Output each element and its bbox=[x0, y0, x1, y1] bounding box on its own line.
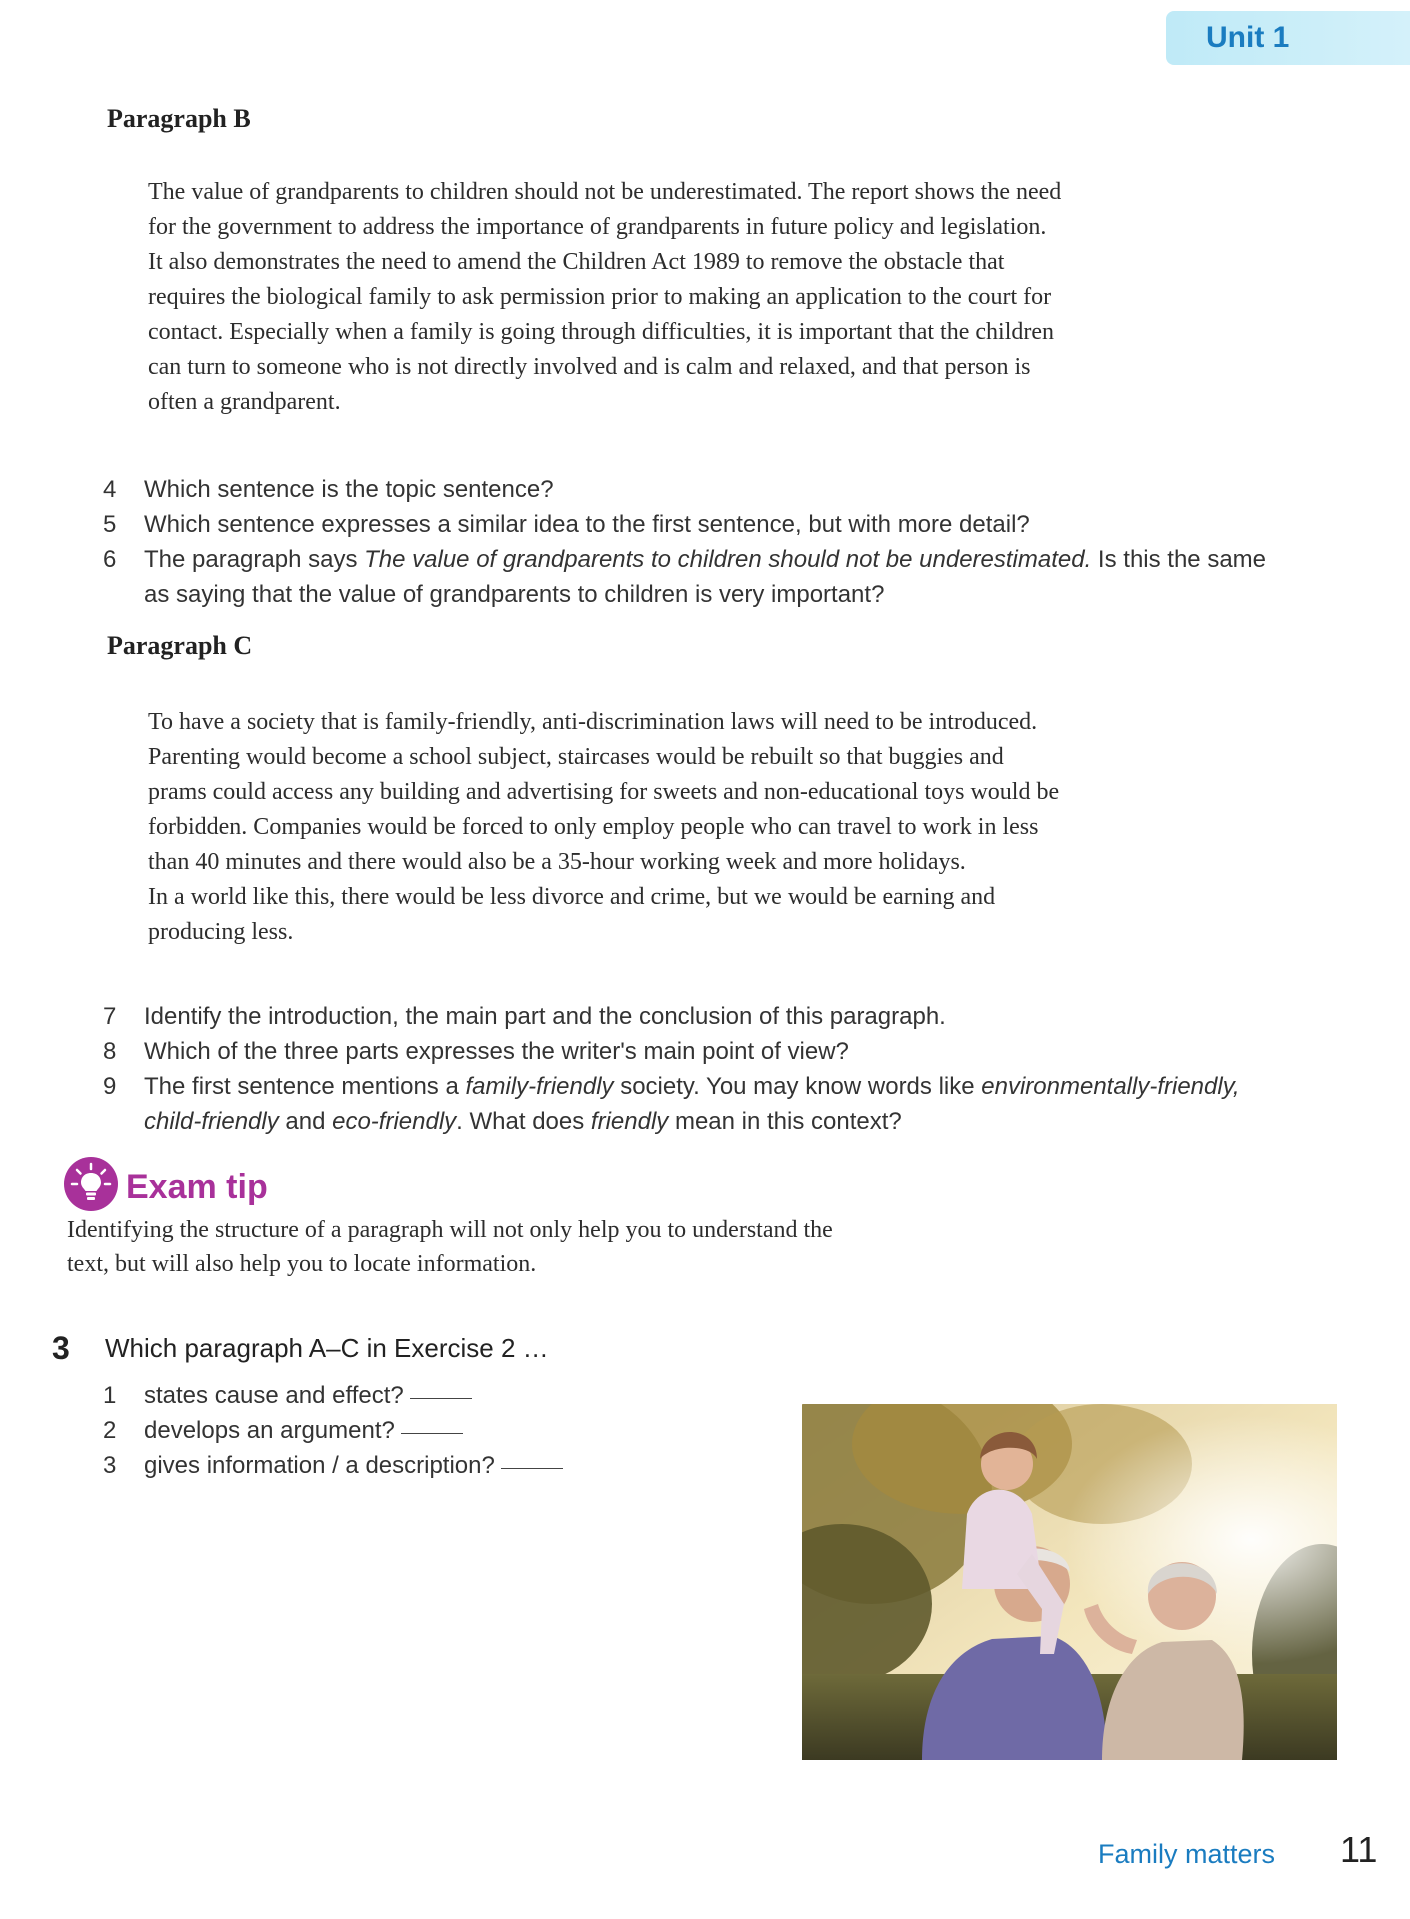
item-text: states cause and effect? bbox=[144, 1382, 404, 1409]
question-number: 7 bbox=[103, 1003, 117, 1030]
item-number: 2 bbox=[103, 1417, 117, 1444]
question-term: friendly bbox=[590, 1108, 669, 1135]
lightbulb-icon bbox=[64, 1157, 118, 1211]
paragraph-c-line: producing less. bbox=[148, 919, 294, 945]
item-text: gives information / a description? bbox=[144, 1452, 495, 1479]
exercise-number: 3 bbox=[52, 1330, 70, 1366]
question-term: child-friendly bbox=[144, 1108, 279, 1135]
paragraph-b-line: contact. Especially when a family is going through difficulties, it is important that the children bbox=[148, 319, 1055, 345]
question-text: and bbox=[278, 1108, 333, 1135]
question-text: as saying that the value of grandparents to children is very important? bbox=[144, 581, 885, 608]
question-4 bbox=[103, 472, 1343, 507]
paragraph-b-line: requires the biological family to ask permission prior to making an application to the court for bbox=[148, 284, 1052, 310]
answer-blank[interactable] bbox=[501, 1467, 563, 1469]
paragraph-b-line: for the government to address the importance of grandparents in future policy and legislation. bbox=[148, 214, 1047, 240]
question-5 bbox=[103, 507, 1343, 542]
lightbulb-icon-graphic bbox=[64, 1157, 118, 1211]
unit-tab bbox=[1166, 11, 1410, 65]
question-text: Is this the same bbox=[1091, 546, 1267, 573]
question-number: 8 bbox=[103, 1038, 117, 1065]
footer-title: Family matters bbox=[1098, 1839, 1276, 1869]
question-7 bbox=[103, 999, 1343, 1034]
paragraph-c-line: prams could access any building and advertising for sweets and non-educational toys would be bbox=[148, 779, 1060, 805]
paragraph-c-heading: Paragraph C bbox=[107, 631, 253, 660]
paragraph-c-line: In a world like this, there would be less divorce and crime, but we would be earning and bbox=[148, 884, 996, 910]
paragraph-b-text bbox=[148, 175, 1258, 420]
question-number: 5 bbox=[103, 511, 117, 538]
question-9 bbox=[103, 1069, 1343, 1139]
exam-tip-line: Identifying the structure of a paragraph will not only help you to understand the bbox=[67, 1217, 833, 1243]
item-text: develops an argument? bbox=[144, 1417, 395, 1444]
questions-paragraph-c bbox=[103, 999, 1343, 1139]
item-number: 3 bbox=[103, 1452, 117, 1479]
grandparents-photo bbox=[802, 1404, 1337, 1760]
answer-blank[interactable] bbox=[401, 1432, 463, 1434]
question-quote: The value of grandparents to children should not be underestimated. bbox=[364, 546, 1092, 573]
question-term: environmentally-friendly, bbox=[981, 1073, 1240, 1100]
photo-illustration bbox=[802, 1404, 1337, 1760]
paragraph-c-line: forbidden. Companies would be forced to only employ people who can travel to work in less bbox=[148, 814, 1039, 840]
question-text: Which sentence expresses a similar idea to the first sentence, but with more detail? bbox=[144, 511, 1030, 538]
page-number: 11 bbox=[1340, 1829, 1378, 1870]
exam-tip-title: Exam tip bbox=[126, 1168, 268, 1206]
question-6 bbox=[103, 542, 1343, 612]
question-text: Which sentence is the topic sentence? bbox=[144, 476, 554, 503]
paragraph-b-line: often a grandparent. bbox=[148, 389, 341, 415]
paragraph-c-line: Parenting would become a school subject, staircases would be rebuilt so that buggies and bbox=[148, 744, 1004, 770]
exercise-title: Which paragraph A–C in Exercise 2 … bbox=[105, 1333, 549, 1363]
question-number: 9 bbox=[103, 1073, 117, 1100]
paragraph-b-heading: Paragraph B bbox=[107, 104, 251, 133]
question-8 bbox=[103, 1034, 1343, 1069]
question-text: Which of the three parts expresses the writer's main point of view? bbox=[144, 1038, 849, 1065]
exam-tip-line: text, but will also help you to locate information. bbox=[67, 1251, 537, 1277]
unit-label: Unit 1 bbox=[1206, 21, 1290, 54]
answer-blank[interactable] bbox=[410, 1397, 472, 1399]
paragraph-b-line: It also demonstrates the need to amend the Children Act 1989 to remove the obstacle that bbox=[148, 249, 1005, 275]
question-text: The paragraph says bbox=[144, 546, 365, 573]
paragraph-c-line: than 40 minutes and there would also be a 35-hour working week and more holidays. bbox=[148, 849, 966, 875]
question-text: society. You may know words like bbox=[613, 1073, 982, 1100]
question-text: . What does bbox=[456, 1108, 591, 1135]
question-number: 6 bbox=[103, 546, 117, 573]
exam-tip-text bbox=[67, 1213, 907, 1281]
question-term: eco-friendly bbox=[332, 1108, 457, 1135]
question-text: The first sentence mentions a bbox=[144, 1073, 466, 1100]
question-text: Identify the introduction, the main part and the conclusion of this paragraph. bbox=[144, 1003, 946, 1030]
question-term: family-friendly bbox=[465, 1073, 614, 1100]
paragraph-c-text bbox=[148, 705, 1258, 950]
paragraph-c-line: To have a society that is family-friendly, anti-discrimination laws will need to be introduced. bbox=[148, 709, 1038, 735]
paragraph-b-line: The value of grandparents to children should not be underestimated. The report shows the need bbox=[148, 179, 1062, 205]
paragraph-b-line: can turn to someone who is not directly involved and is calm and relaxed, and that person is bbox=[148, 354, 1031, 380]
questions-paragraph-b bbox=[103, 472, 1343, 612]
question-text: mean in this context? bbox=[668, 1108, 902, 1135]
item-number: 1 bbox=[103, 1382, 117, 1409]
question-number: 4 bbox=[103, 476, 117, 503]
